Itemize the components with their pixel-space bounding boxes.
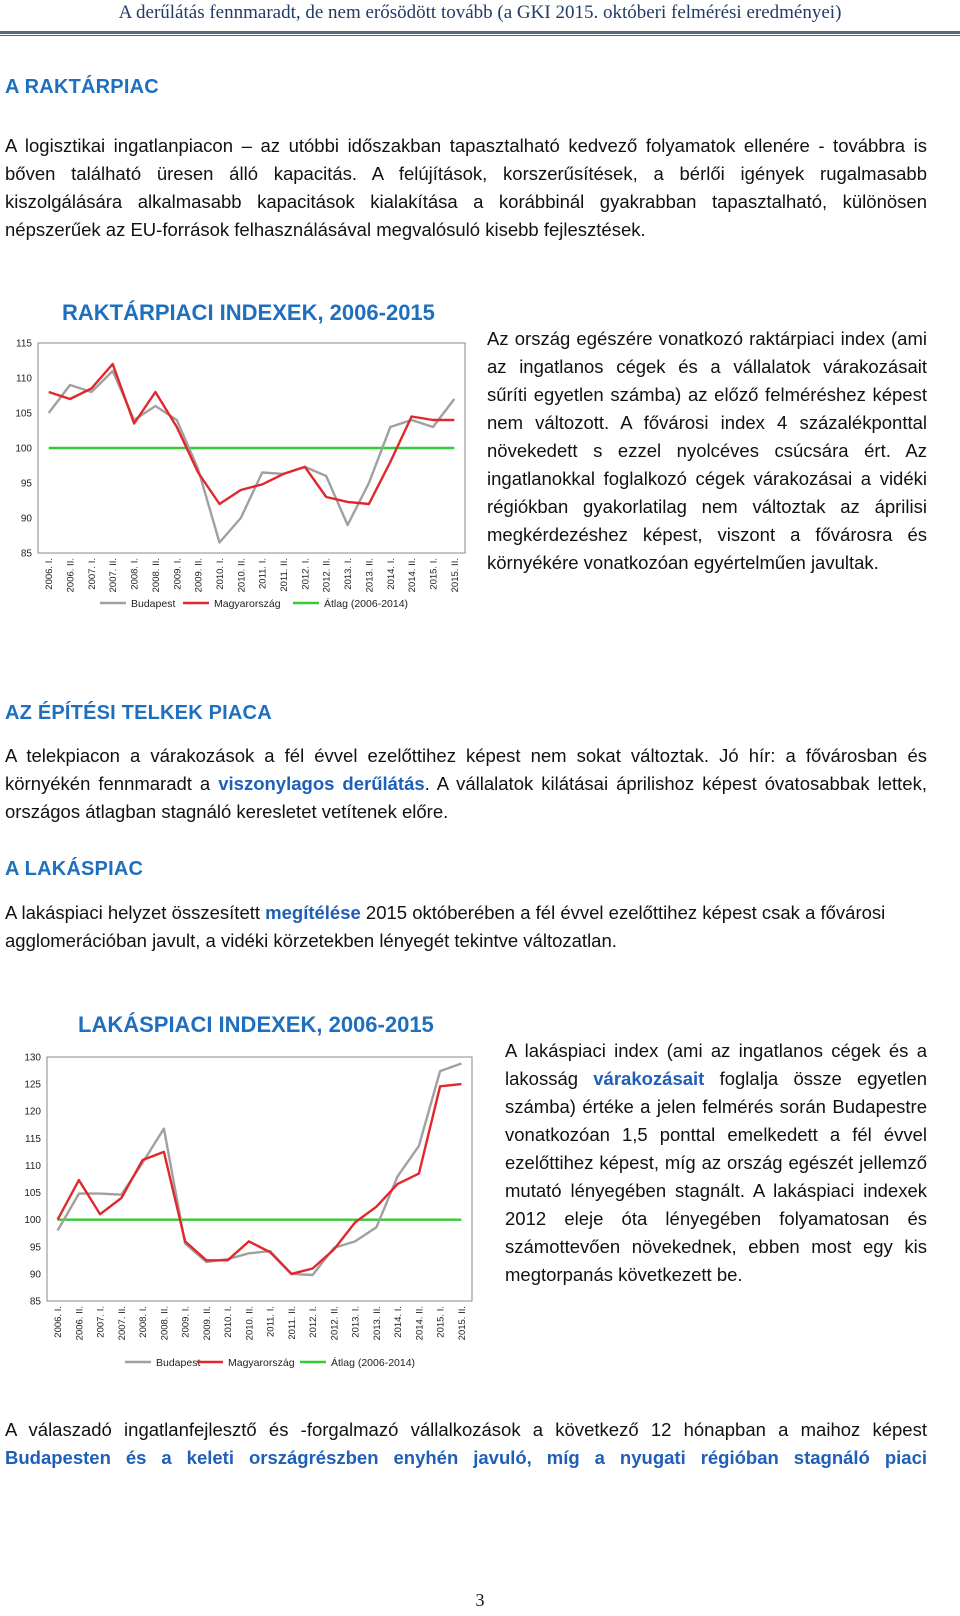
y-tick-label: 85 [29, 1296, 41, 1308]
x-tick-label: 2014. II. [407, 558, 419, 593]
x-tick-label: 2012. I. [308, 1306, 320, 1338]
legend-label: Magyarország [228, 1357, 295, 1369]
y-tick-label: 110 [25, 1160, 41, 1172]
chart-title-raktarpiac: RAKTÁRPIACI INDEXEK, 2006-2015 [62, 300, 435, 325]
series-line-budapest [58, 1064, 462, 1276]
x-tick-label: 2010. II. [244, 1306, 256, 1341]
x-tick-label: 2015. II. [456, 1306, 468, 1341]
lakas-side-highlight: várakozásait [593, 1068, 705, 1089]
y-tick-label: 125 [24, 1079, 41, 1091]
raktarpiac-side-text: Az ország egészére vonatkozó raktárpiaci index (ami az ingatlanos cégek és a vállalatok várakozásait sűríti egyetlen számba) az előző felméréshez képest nem változott. A fővárosi index 4 százalékponttal növekedett s ezzel nyolcéves csúcsára ért. Az ingatlanokkal foglalkozó cégek várakozásai a vidéki régiókban gyakorlatilag nem változtak az áprilisi megkérdezéshez képest, viszont a fővárosra és környékére vonatkozóan egyértelműen javultak. [487, 328, 927, 573]
series-line-magyarorszag [49, 364, 455, 504]
x-tick-label: 2008. II. [159, 1306, 171, 1341]
x-tick-label: 2015. I. [428, 558, 440, 590]
section-heading-lakaspiac: A LAKÁSPIAC [5, 858, 144, 880]
telek-paragraph [5, 742, 927, 826]
x-tick-label: 2011. I. [265, 1306, 277, 1337]
x-tick-label: 2014. II. [414, 1306, 426, 1341]
y-tick-label: 85 [20, 548, 32, 560]
y-tick-label: 110 [16, 373, 32, 385]
legend-label: Átlag (2006-2014) [331, 1357, 416, 1369]
x-tick-label: 2011. I. [257, 558, 269, 589]
x-tick-label: 2006. II. [74, 1306, 86, 1341]
x-tick-label: 2008. I. [129, 558, 141, 590]
series-line-magyarorszag [58, 1084, 462, 1274]
telek-highlight: viszonylagos derűlátás [218, 773, 425, 794]
header-divider [0, 31, 960, 34]
running-header-title: A derűlátás fennmaradt, de nem erősödött tovább (a GKI 2015. októberi felmérési eredményei) [118, 2, 842, 23]
running-header [0, 0, 960, 34]
x-tick-label: 2013. II. [371, 1306, 383, 1341]
x-tick-label: 2008. I. [138, 1306, 150, 1338]
x-tick-label: 2009. I. [180, 1306, 192, 1338]
x-tick-label: 2011. II. [279, 558, 291, 592]
y-tick-label: 100 [15, 443, 32, 455]
y-tick-label: 115 [25, 1133, 41, 1145]
section-heading-telkek: AZ ÉPÍTÉSI TELKEK PIACA [5, 702, 272, 724]
x-tick-label: 2010. I. [214, 558, 226, 590]
x-tick-label: 2007. I. [95, 1306, 107, 1338]
x-tick-label: 2013. II. [364, 558, 376, 593]
lakas-paragraph-text-1: A lakáspiaci helyzet összesített [5, 902, 266, 923]
lakas-side-text [505, 1037, 927, 1289]
x-tick-label: 2006. I. [53, 1306, 65, 1338]
lakas-side-text-1: A lakáspiaci index (ami az ingatlanos cégek és a lakosság [505, 1040, 927, 1089]
x-tick-label: 2007. II. [116, 1306, 128, 1341]
legend-label: Budapest [156, 1357, 201, 1369]
y-tick-label: 90 [20, 513, 32, 525]
final-paragraph-text: A válaszadó ingatlanfejlesztő és -forgalmazó vállalkozások a következő 12 hónapban a maihoz képest [5, 1419, 927, 1440]
x-tick-label: 2014. I. [393, 1306, 405, 1338]
telek-paragraph-text-1: A telekpiacon a várakozások a fél évvel ezelőttihez képest nem sokat változtak. Jó hír: a fővárosban és környékén fennmaradt a [5, 745, 927, 794]
y-tick-label: 90 [29, 1269, 41, 1281]
x-tick-label: 2007. II. [108, 558, 120, 593]
legend-label: Magyarország [214, 598, 281, 610]
x-tick-label: 2012. II. [329, 1306, 341, 1341]
legend-label: Budapest [131, 598, 176, 610]
raktarpiac-paragraph: A logisztikai ingatlanpiacon – az utóbbi időszakban tapasztalható kedvező folyamatok ellenére - továbbra is bőven található üresen álló kapacitás. A felújítások, korszerűsítések, a bérlői igények rugalmasabb kiszolgálására alkalmasabb kapacitások kialakítása a korábbinál gyakrabban tapasztalható, különösen népszerűek az EU-források felhasználásával megvalósuló kisebb fejlesztések. [5, 135, 927, 240]
lakas-side-text-2: foglalja össze egyetlen számba) értéke a jelen felmérés során Budapestre vonatkozóan 1,5 ponttal emelkedett a fél évvel ezelőttihez képest, míg az ország egészét jellemző mutató lényegében stagnált. A lakáspiaci indexek 2012 eleje óta lényegében folyamatosan és számottevően növekednek, ebben most egy kis megtorpanás következett be. [505, 1068, 927, 1285]
chart-title-lakaspiac: LAKÁSPIACI INDEXEK, 2006-2015 [78, 1012, 434, 1037]
page-number: 3 [475, 1590, 485, 1610]
telek-paragraph-text-2: . A vállalatok kilátásai áprilishoz képest óvatosabbak lettek, országos átlagban stagnáló keresletet vetítenek előre. [5, 773, 927, 822]
x-tick-label: 2009. I. [172, 558, 184, 590]
final-highlight: Budapesten és a keleti országrészben enyhén javuló, míg a nyugati régióban stagnáló piaci [5, 1447, 927, 1468]
header-divider-thin [0, 35, 960, 36]
x-tick-label: 2009. II. [193, 558, 205, 593]
x-tick-label: 2012. II. [321, 558, 333, 593]
lakaspiac-chart [20, 1045, 490, 1375]
x-tick-label: 2012. I. [300, 558, 312, 590]
raktarpiac-chart [8, 330, 478, 620]
y-tick-label: 105 [15, 408, 32, 420]
lakas-paragraph [5, 899, 927, 955]
y-tick-label: 120 [24, 1106, 41, 1118]
x-tick-label: 2015. II. [449, 558, 461, 593]
x-tick-label: 2006. II. [65, 558, 77, 593]
x-tick-label: 2006. I. [44, 558, 56, 590]
x-tick-label: 2014. I. [385, 558, 397, 590]
legend-label: Átlag (2006-2014) [324, 598, 409, 610]
x-tick-label: 2010. I. [223, 1306, 235, 1338]
y-tick-label: 95 [29, 1242, 41, 1254]
lakas-highlight: megítélése [265, 902, 361, 923]
x-tick-label: 2013. I. [350, 1306, 362, 1338]
y-tick-label: 130 [24, 1052, 41, 1064]
y-tick-label: 115 [16, 338, 32, 350]
x-tick-label: 2011. II. [286, 1306, 298, 1340]
lakas-paragraph-text-2: 2015 októberében a fél évvel ezelőttihez képest csak a fővárosi agglomerációban javult, a vidéki körzetekben lényegét tekintve változatlan. [5, 902, 886, 951]
x-tick-label: 2007. I. [86, 558, 98, 590]
x-tick-label: 2009. II. [201, 1306, 213, 1341]
y-tick-label: 105 [24, 1188, 41, 1200]
final-paragraph [5, 1416, 927, 1472]
section-heading-raktarpiac: A RAKTÁRPIAC [5, 76, 159, 98]
x-tick-label: 2013. I. [343, 558, 355, 590]
x-tick-label: 2015. I. [435, 1306, 447, 1338]
x-tick-label: 2010. II. [236, 558, 248, 593]
y-tick-label: 100 [24, 1215, 41, 1227]
x-tick-label: 2008. II. [150, 558, 162, 593]
y-tick-label: 95 [20, 478, 32, 490]
